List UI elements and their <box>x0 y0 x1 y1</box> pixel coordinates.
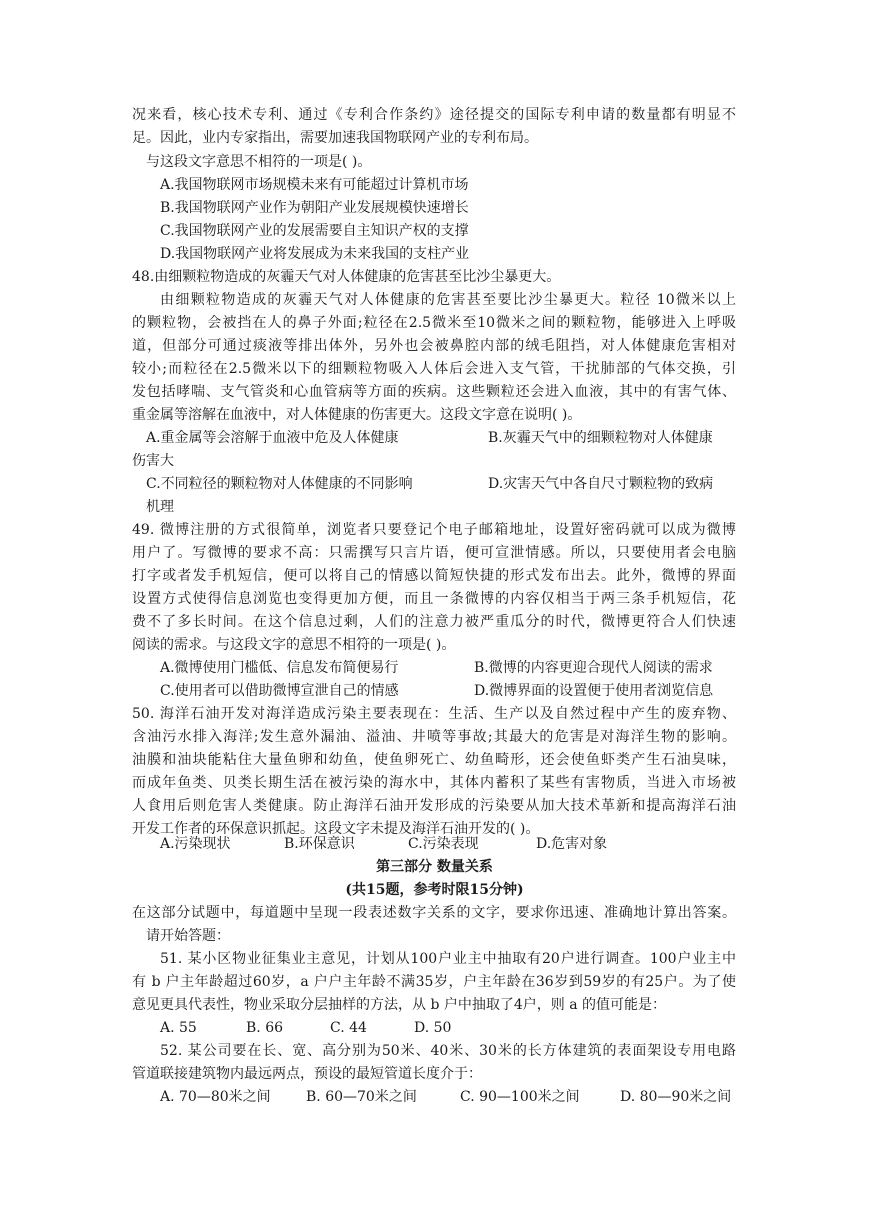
q47-prompt: 与这段文字意思不相符的一项是( )。 <box>146 154 372 170</box>
q48-text-line-6: 重金属等溶解在血液中，对人体健康的伤害更大。这段文字意在说明( )。 <box>132 407 582 423</box>
q49-text-line-2: 用户了。写微博的要求不高：只需撰写只言片语，便可宣泄情感。所以，只要使用者会电脑 <box>132 545 736 561</box>
q48-option-b: B.灰霾天气中的细颗粒物对人体健康 <box>488 430 713 446</box>
section-intro: 在这部分试题中，每道题中呈现一段表述数字关系的文字，要求你迅速、准确地计算出答案。 <box>132 905 736 921</box>
q50-text-line-5: 人食用后则危害人类健康。防止海洋石油开发形成的污染要从加大技术革新和提高海洋石油 <box>132 798 736 814</box>
q51-text-line-3: 意见更具代表性，物业采取分层抽样的方法，从 b 户中抽取了4户，则 a 的值可能是： <box>132 997 667 1013</box>
q51-option-c: C. 44 <box>330 1020 367 1036</box>
q51-option-d: D. 50 <box>414 1020 452 1036</box>
q49-option-d: D.微博界面的设置便于使用者浏览信息 <box>474 683 714 699</box>
q49-option-b: B.微博的内容更迎合现代人阅读的需求 <box>474 660 713 676</box>
q47-option-a: A.我国物联网市场规模未来有可能超过计算机市场 <box>160 177 469 193</box>
q51-text-line-2: 有 b 户主年龄超过60岁，a 户户主年龄不满35岁，户主年龄在36岁到59岁的有25户。为了使 <box>132 974 736 990</box>
q49-text-line-6: 阅读的需求。与这段文字的意思不相符的一项是( )。 <box>132 637 456 653</box>
q49-text-line-1: 49. 微博注册的方式很简单，浏览者只要登记个电子邮箱地址，设置好密码就可以成为微博 <box>132 522 736 538</box>
q48-option-b-cont: 伤害大 <box>132 453 174 469</box>
q52-option-d: D. 80—90米之间 <box>620 1089 732 1105</box>
q48-text-line-4: 较小;而粒径在2.5微米以下的细颗粒物吸入人体后会进入支气管，干扰肺部的气体交换，引 <box>132 361 736 377</box>
q48-heading: 48.由细颗粒物造成的灰霾天气对人体健康的危害甚至比沙尘暴更大。 <box>132 269 561 285</box>
q51-option-a: A. 55 <box>160 1020 197 1036</box>
q48-text-line-5: 发包括哮喘、支气管炎和心血管病等方面的疾病。这些颗粒还会进入血液，其中的有害气体、 <box>132 384 736 400</box>
q50-option-a: A.污染现状 <box>160 836 231 852</box>
q52-option-a: A. 70—80米之间 <box>160 1089 271 1105</box>
q50-text-line-2: 含油污水排入海洋;发生意外漏油、溢油、井喷等事故;其最大的危害是对海洋生物的影响。 <box>132 729 736 745</box>
q50-option-c: C.污染表现 <box>408 836 479 852</box>
q47-text-line-1: 况来看，核心技术专利、通过《专利合作条约》途径提交的国际专利申请的数量都有明显不 <box>132 107 736 123</box>
q50-text-line-4: 而成年鱼类、贝类长期生活在被污染的海水中，其体内蓄积了某些有害物质，当进入市场被 <box>132 775 736 791</box>
q47-option-d: D.我国物联网产业将发展成为未来我国的支柱产业 <box>160 246 470 262</box>
q47-option-b: B.我国物联网产业作为朝阳产业发展规模快速增长 <box>160 200 469 216</box>
q49-option-a: A.微博使用门槛低、信息发布简便易行 <box>160 660 399 676</box>
q48-option-d-cont: 机理 <box>146 499 174 515</box>
q50-text-line-1: 50. 海洋石油开发对海洋造成污染主要表现在：生活、生产以及自然过程中产生的废弃物、 <box>132 706 736 722</box>
q50-option-b: B.环保意识 <box>284 836 355 852</box>
q52-option-b: B. 60—70米之间 <box>306 1089 417 1105</box>
q48-text-line-1: 由细颗粒物造成的灰霾天气对人体健康的危害甚至要比沙尘暴更大。粒径 10微米以上 <box>160 292 736 308</box>
q47-text-line-2: 足。因此，业内专家指出，需要加速我国物联网产业的专利布局。 <box>132 130 538 146</box>
section-title: 第三部分 数量关系 <box>376 859 493 875</box>
q49-text-line-4: 设置方式使得信息浏览也变得更加方便，而且一条微博的内容仅相当于两三条手机短信，花 <box>132 591 736 607</box>
q48-text-line-3: 道，但部分可通过痰液等排出体外，另外也会被鼻腔内部的绒毛阻挡，对人体健康危害相对 <box>132 338 736 354</box>
section-start: 请开始答题： <box>146 928 230 944</box>
q52-text-line-1: 52. 某公司要在长、宽、高分别为50米、40米、30米的长方体建筑的表面架设专用电路 <box>160 1043 736 1059</box>
q47-option-c: C.我国物联网产业的发展需要自主知识产权的支撑 <box>160 223 469 239</box>
q49-text-line-5: 费不了多长时间。在这个信息过剩，人们的注意力被严重瓜分的时代，微博更符合人们快速 <box>132 614 736 630</box>
q51-option-b: B. 66 <box>246 1020 284 1036</box>
q48-option-d: D.灾害天气中各自尺寸颗粒物的致病 <box>488 476 714 492</box>
q52-text-line-2: 管道联接建筑物内最远两点，预设的最短管道长度介于： <box>132 1066 482 1082</box>
q50-text-line-3: 油膜和油块能粘住大量鱼卵和幼鱼，使鱼卵死亡、幼鱼畸形，还会使鱼虾类产生石油臭味， <box>132 752 736 768</box>
q48-text-line-2: 的颗粒物，会被挡在人的鼻子外面;粒径在2.5微米至10微米之间的颗粒物，能够进入上呼吸 <box>132 315 736 331</box>
q51-text-line-1: 51. 某小区物业征集业主意见，计划从100户业主中抽取有20户进行调查。100户业主中 <box>160 951 736 967</box>
q52-option-c: C. 90—100米之间 <box>460 1089 580 1105</box>
q50-text-line-6: 开发工作者的环保意识抓起。这段文字未提及海洋石油开发的( )。 <box>132 821 540 837</box>
section-subtitle: (共15题，参考时限15分钟) <box>345 882 524 898</box>
q50-option-d: D.危害对象 <box>536 836 608 852</box>
q49-option-c: C.使用者可以借助微博宣泄自己的情感 <box>160 683 399 699</box>
q48-option-c: C.不同粒径的颗粒物对人体健康的不同影响 <box>146 476 413 492</box>
q48-option-a: A.重金属等会溶解于血液中危及人体健康 <box>146 430 399 446</box>
q49-text-line-3: 打字或者发手机短信，便可以将自己的情感以简短快捷的形式发布出去。此外，微博的界面 <box>132 568 736 584</box>
